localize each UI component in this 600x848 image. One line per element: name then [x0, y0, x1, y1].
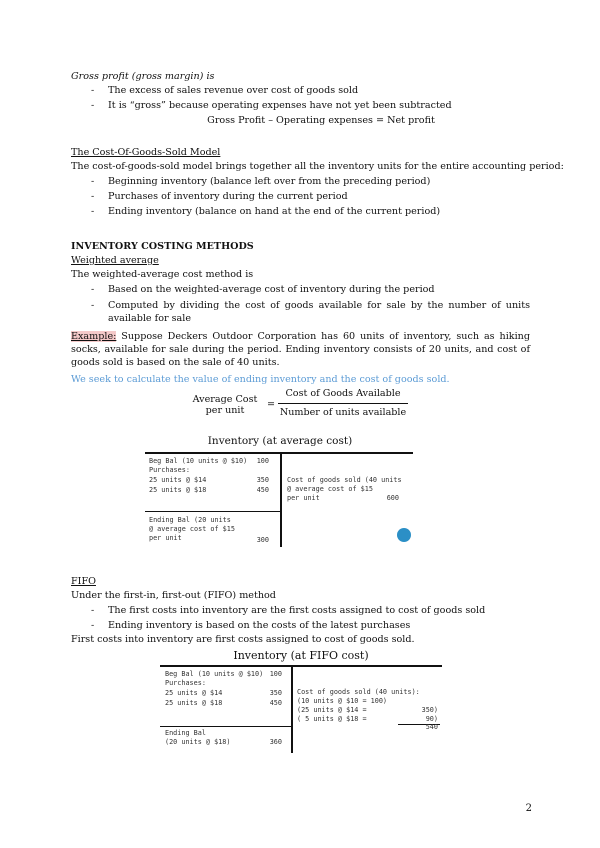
avg-right-line2: @ average cost of $15: [287, 485, 373, 493]
fifo-left-value-0: 100: [269, 670, 282, 678]
cogs-bullet-3: Ending inventory (balance on hand at the end of the current period): [108, 206, 441, 217]
fifo-heading: FIFO: [71, 576, 96, 587]
fifo-ending-line1: Ending Bal: [165, 729, 206, 737]
weighted-bullet-2: Computed by dividing the cost of goods available for sale by the number of units available for sale: [108, 300, 530, 324]
bullet-dash: -: [91, 620, 95, 631]
bullet-dash: -: [91, 284, 95, 295]
avg-left-label-2: 25 units @ $14: [149, 476, 207, 484]
t-account-divider: [280, 452, 282, 547]
fifo-left-label-0: Beg Bal (10 units @ $10): [165, 670, 264, 678]
bullet-dash: -: [91, 100, 95, 111]
formula-lhs-line2: per unit: [205, 405, 245, 416]
bullet-dash: -: [91, 176, 95, 187]
avg-right-line3: per unit: [287, 494, 320, 502]
avg-right-line1: Cost of goods sold (40 units: [287, 476, 402, 484]
fifo-right-total: 540: [425, 723, 438, 731]
fifo-bullet-2: Ending inventory is based on the costs of the latest purchases: [108, 620, 411, 631]
fifo-ending-line2: (20 units @ $18): [165, 738, 231, 746]
formula-equals: =: [267, 399, 276, 410]
fifo-t-account: [160, 649, 442, 755]
avg-left-value-3: 450: [256, 486, 269, 494]
t-account-divider: [291, 665, 293, 753]
example-label: Example:: [71, 331, 117, 342]
fifo-intro: Under the first-in, first-out (FIFO) method: [71, 590, 276, 601]
fifo-left-label-1: Purchases:: [165, 679, 206, 687]
average-table-title: Inventory (at average cost): [207, 435, 353, 447]
fifo-ending-value: 360: [269, 738, 282, 746]
fifo-right-value-2: 350): [421, 706, 438, 714]
gross-profit-bullet-2: It is “gross” because operating expenses have not yet been subtracted: [108, 100, 452, 111]
avg-ending-line3: per unit: [149, 534, 182, 542]
fifo-right-label-1: (10 units @ $10 = 100): [297, 697, 388, 705]
avg-right-value: 600: [386, 494, 399, 502]
t-account-top-line: [160, 665, 442, 667]
fifo-right-label-3: ( 5 units @ $18 =: [297, 715, 367, 723]
bullet-dash: -: [91, 191, 95, 202]
goal-text: We seek to calculate the value of ending inventory and the cost of goods sold.: [71, 374, 450, 385]
fifo-right-label-0: Cost of goods sold (40 units):: [297, 688, 420, 696]
bullet-dash: -: [91, 85, 95, 96]
fifo-left-value-3: 450: [269, 699, 282, 707]
gross-profit-term: Gross profit (gross margin) is: [71, 71, 215, 82]
avg-ending-value: 300: [256, 536, 269, 544]
average-cost-formula: [186, 388, 426, 424]
avg-subtotal-line: [145, 511, 280, 512]
avg-left-value-2: 350: [256, 476, 269, 484]
formula-denominator: Number of units available: [279, 407, 407, 418]
example-text: Suppose Deckers Outdoor Corporation has 60 units of inventory, such as hiking socks, available for sale during the period. Ending inventory consists of 20 units, and cost of goods sold is based on the sale of 40 units.: [71, 331, 530, 368]
gross-profit-bullet-1: The excess of sales revenue over cost of goods sold: [108, 85, 359, 96]
avg-left-label-1: Purchases:: [149, 466, 190, 474]
fifo-left-label-2: 25 units @ $14: [165, 689, 223, 697]
fifo-table-title: Inventory (at FIFO cost): [233, 649, 369, 662]
page-number: 2: [525, 803, 532, 814]
fifo-left-label-3: 25 units @ $18: [165, 699, 223, 707]
formula-lhs: [186, 394, 264, 416]
fifo-summary: First costs into inventory are first costs assigned to cost of goods sold.: [71, 634, 415, 645]
weighted-average-heading: Weighted average: [71, 255, 159, 266]
formula-lhs-line1: Average Cost: [192, 394, 258, 405]
cogs-model-heading: The Cost-Of-Goods-Sold Model: [71, 147, 221, 158]
avg-ending-line2: @ average cost of $15: [149, 525, 235, 533]
cogs-bullet-2: Purchases of inventory during the current period: [108, 191, 348, 202]
bullet-dash: -: [91, 605, 95, 616]
weighted-bullet-1: Based on the weighted-average cost of inventory during the period: [108, 284, 435, 295]
cogs-bullet-1: Beginning inventory (balance left over from the preceding period): [108, 176, 431, 187]
fifo-right-label-2: (25 units @ $14 =: [297, 706, 367, 714]
avg-left-label-0: Beg Bal (10 units @ $10): [149, 457, 248, 465]
weighted-average-intro: The weighted-average cost method is: [71, 269, 254, 280]
bullet-dash: -: [91, 300, 95, 311]
example-paragraph: [71, 330, 530, 369]
formula-fraction-bar: [278, 403, 408, 404]
t-account-top-line: [145, 452, 413, 454]
bullet-dash: -: [91, 206, 95, 217]
avg-left-value-0: 100: [256, 457, 269, 465]
formula-numerator: Cost of Goods Available: [285, 388, 401, 399]
cogs-model-intro: The cost-of-goods-sold model brings together all the inventory units for the entire accounting period:: [71, 161, 564, 172]
costing-heading: INVENTORY COSTING METHODS: [71, 241, 254, 252]
avg-ending-line1: Ending Bal (20 units: [149, 516, 231, 524]
avg-left-label-3: 25 units @ $18: [149, 486, 207, 494]
fifo-left-value-2: 350: [269, 689, 282, 697]
gross-profit-formula: Gross Profit – Operating expenses = Net profit: [207, 115, 435, 126]
average-cost-t-account: [145, 435, 415, 550]
fifo-right-value-3: 90): [425, 715, 438, 723]
fifo-subtotal-line: [160, 726, 291, 727]
blue-circle-marker: [397, 528, 411, 542]
fifo-bullet-1: The first costs into inventory are the first costs assigned to cost of goods sold: [108, 605, 486, 616]
